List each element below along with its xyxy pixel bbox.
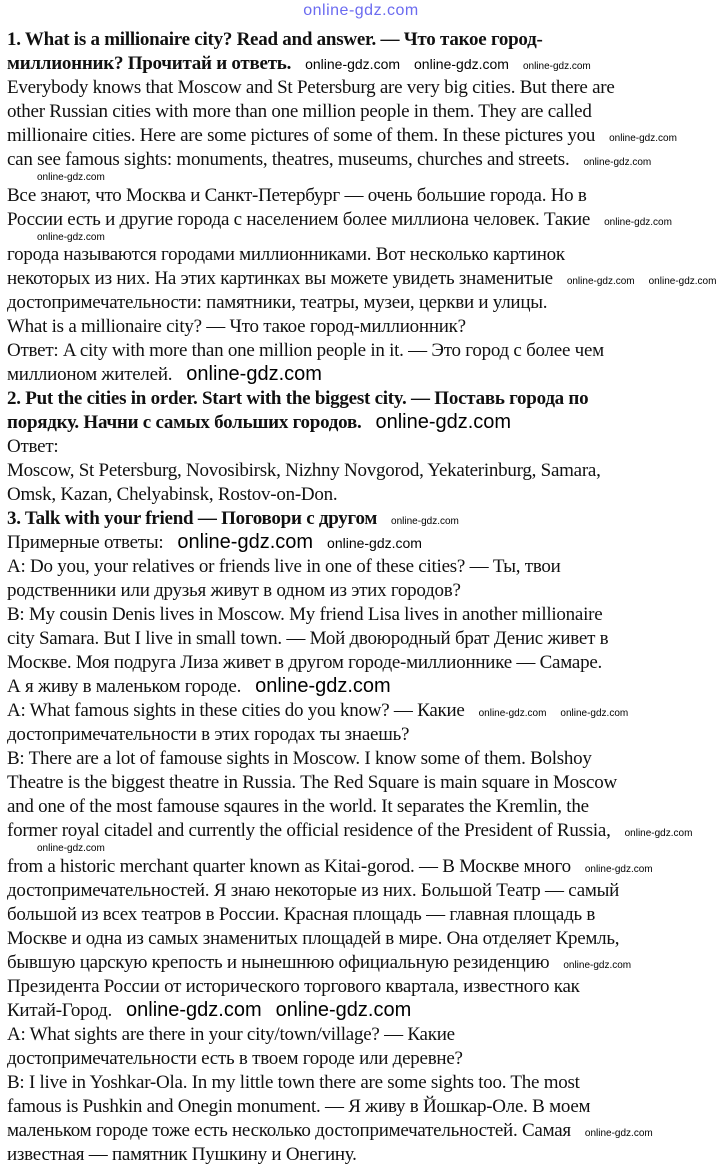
top-watermark: online-gdz.com — [303, 2, 419, 19]
line-text: маленьком городе тоже есть несколько достопримечательностей. Самая — [7, 1119, 571, 1141]
line-text: 2. Put the cities in order. Start with the biggest city. — Поставь города по — [7, 388, 589, 409]
watermark: online-gdz.com — [391, 516, 459, 527]
line-text: достопримечательностей. Я знаю некоторые из них. Большой Театр — самый — [7, 879, 620, 901]
line-text: Все знают, что Москва и Санкт-Петербург — очень большие города. Но в — [7, 184, 587, 206]
text-line — [7, 975, 719, 999]
watermark: online-gdz.com — [604, 216, 672, 228]
text-line — [7, 148, 719, 172]
line-text: other Russian cities with more than one million people in them. They are called — [7, 101, 592, 122]
line-text: B: I live in Yoshkar-Ola. In my little town there are some sights too. The most — [7, 1071, 580, 1093]
line-text: A: What sights are there in your city/town/village? — Какие — [7, 1023, 455, 1045]
text-line — [7, 483, 719, 507]
line-text: Ответ: — [7, 436, 59, 457]
watermark: online-gdz.com — [583, 157, 652, 168]
text-line — [7, 531, 719, 555]
text-line — [7, 363, 719, 387]
text-line — [7, 771, 719, 795]
text-line — [7, 579, 719, 603]
line-text: 3. Talk with your friend — Поговори с другом — [7, 508, 378, 529]
watermark: online-gdz.com — [305, 56, 401, 72]
text-line — [7, 675, 719, 699]
watermark: online-gdz.com — [584, 863, 653, 875]
watermark: online-gdz.com — [37, 172, 105, 183]
watermark: online-gdz.com — [522, 61, 591, 72]
text-line — [7, 184, 719, 208]
line-text: известная — памятник Пушкину и Онегину. — [7, 1143, 357, 1165]
line-text: большой из всех театров в России. Красная площадь — главная площадь в — [7, 903, 596, 925]
section-heading-line — [7, 411, 719, 435]
line-text: миллионник? Прочитай и ответь. — [7, 53, 292, 74]
line-text: миллионом жителей. — [7, 364, 173, 385]
text-line — [7, 927, 719, 951]
line-text: famous is Pushkin and Onegin monument. — Я живу в Йошкар-Оле. В моем — [7, 1095, 591, 1117]
text-line — [7, 1095, 719, 1119]
watermark: online-gdz.com — [478, 708, 547, 719]
line-text: Everybody knows that Moscow and St Petersburg are very big cities. But there are — [7, 77, 615, 98]
text-line — [7, 339, 719, 363]
text-line — [7, 855, 719, 879]
line-text: А я живу в маленьком городе. — [7, 676, 242, 697]
line-text: Moscow, St Petersburg, Novosibirsk, Nizhny Novgorod, Yekaterinburg, Samara, — [7, 460, 601, 481]
text-line — [7, 903, 719, 927]
text-line — [7, 100, 719, 124]
watermark: online-gdz.com — [584, 1127, 653, 1139]
line-text: некоторых из них. На этих картинках вы можете увидеть знаменитые — [7, 268, 553, 289]
line-text: and one of the most famouse sqaures in the world. It separates the Kremlin, the — [7, 796, 589, 817]
text-line — [7, 699, 719, 723]
line-text: former royal citadel and currently the official residence of the President of Russia, — [7, 820, 611, 841]
line-text: достопримечательности в этих городах ты знаешь? — [7, 724, 410, 745]
watermark-row — [7, 232, 719, 244]
section-heading-line — [7, 387, 719, 411]
watermark: online-gdz.com — [37, 231, 105, 243]
text-line — [7, 267, 719, 291]
text-line — [7, 555, 719, 579]
watermark: online-gdz.com — [560, 708, 629, 719]
section-heading-line — [7, 52, 719, 76]
watermark: online-gdz.com — [255, 675, 391, 697]
watermark: online-gdz.com — [37, 843, 105, 854]
text-line — [7, 627, 719, 651]
line-text: from a historic merchant quarter known as Kitai-gorod. — В Москве много — [7, 855, 571, 877]
line-text: порядку. Начни с самых больших городов. — [7, 412, 362, 433]
line-text: бывшую царскую крепость и нынешнюю официальную резиденцию — [7, 951, 550, 973]
line-text: Китай-Город. — [7, 999, 112, 1021]
text-line — [7, 723, 719, 747]
line-text: Omsk, Kazan, Chelyabinsk, Rostov-on-Don. — [7, 484, 338, 505]
text-line — [7, 651, 719, 675]
text-line — [7, 76, 719, 100]
watermark: online-gdz.com — [414, 56, 509, 72]
document-body — [7, 28, 719, 1173]
watermark: online-gdz.com — [563, 959, 632, 971]
watermark: online-gdz.com — [177, 531, 314, 553]
text-line — [7, 243, 719, 267]
line-text: 1. What is a millionaire city? Read and answer. — Что такое город- — [7, 29, 543, 50]
text-line — [7, 459, 719, 483]
text-line — [7, 315, 719, 339]
line-text: Примерные ответы: — [7, 532, 164, 553]
watermark: online-gdz.com — [624, 828, 693, 839]
text-line — [7, 1023, 719, 1047]
line-text: What is a millionaire city? — Что такое город-миллионник? — [7, 316, 466, 337]
section-heading-line — [7, 28, 719, 52]
line-text: A: What famous sights in these cities do you know? — Какие — [7, 700, 465, 721]
text-line — [7, 208, 719, 232]
line-text: Москве. Моя подруга Лиза живет в другом городе-миллионнике — Самаре. — [7, 652, 602, 673]
watermark: online-gdz.com — [566, 276, 635, 287]
text-line — [7, 999, 719, 1023]
line-text: B: My cousin Denis lives in Moscow. My friend Lisa lives in another millionaire — [7, 604, 603, 625]
text-line — [7, 1047, 719, 1071]
line-text: millionaire cities. Here are some pictures of some of them. In these pictures you — [7, 125, 596, 146]
line-text: city Samara. But I live in small town. — Мой двоюродный брат Денис живет в — [7, 628, 609, 649]
watermark-row — [7, 172, 719, 184]
line-text: Theatre is the biggest theatre in Russia. The Red Square is main square in Moscow — [7, 772, 617, 793]
text-line — [7, 1143, 719, 1167]
line-text: Президента России от исторического торгового квартала, известного как — [7, 975, 580, 997]
line-text: Москве и одна из самых знаменитых площадей в мире. Она отделяет Кремль, — [7, 927, 620, 949]
line-text: can see famous sights: monuments, theatres, museums, churches and streets. — [7, 149, 570, 170]
line-text: города называются городами миллионниками. Вот несколько картинок — [7, 244, 565, 265]
watermark: online-gdz.com — [186, 363, 322, 385]
watermark: online-gdz.com — [275, 998, 412, 1021]
text-line — [7, 603, 719, 627]
text-line — [7, 951, 719, 975]
watermark-row — [7, 843, 719, 855]
text-line — [7, 1071, 719, 1095]
watermark: online-gdz.com — [327, 535, 422, 551]
watermark: online-gdz.com — [126, 998, 262, 1021]
line-text: родственники или друзья живут в одном из этих городов? — [7, 580, 461, 601]
watermark: online-gdz.com — [375, 411, 512, 433]
text-line — [7, 1119, 719, 1143]
text-line — [7, 819, 719, 843]
text-line — [7, 795, 719, 819]
line-text: B: There are a lot of famouse sights in Moscow. I know some of them. Bolshoy — [7, 748, 592, 769]
line-text: Ответ: A city with more than one million people in it. — Это город с более чем — [7, 340, 604, 361]
text-line — [7, 879, 719, 903]
watermark: online-gdz.com — [648, 276, 717, 287]
line-text: достопримечательности: памятники, театры, музеи, церкви и улицы. — [7, 292, 548, 313]
text-line — [7, 291, 719, 315]
watermark: online-gdz.com — [609, 133, 677, 144]
text-line — [7, 747, 719, 771]
line-text: A: Do you, your relatives or friends live in one of these cities? — Ты, твои — [7, 556, 561, 577]
text-line — [7, 124, 719, 148]
section-heading-line — [7, 507, 719, 531]
line-text: достопримечательности есть в твоем городе или деревне? — [7, 1047, 463, 1069]
text-line — [7, 435, 719, 459]
line-text: России есть и другие города с населением более миллиона человек. Такие — [7, 208, 591, 230]
